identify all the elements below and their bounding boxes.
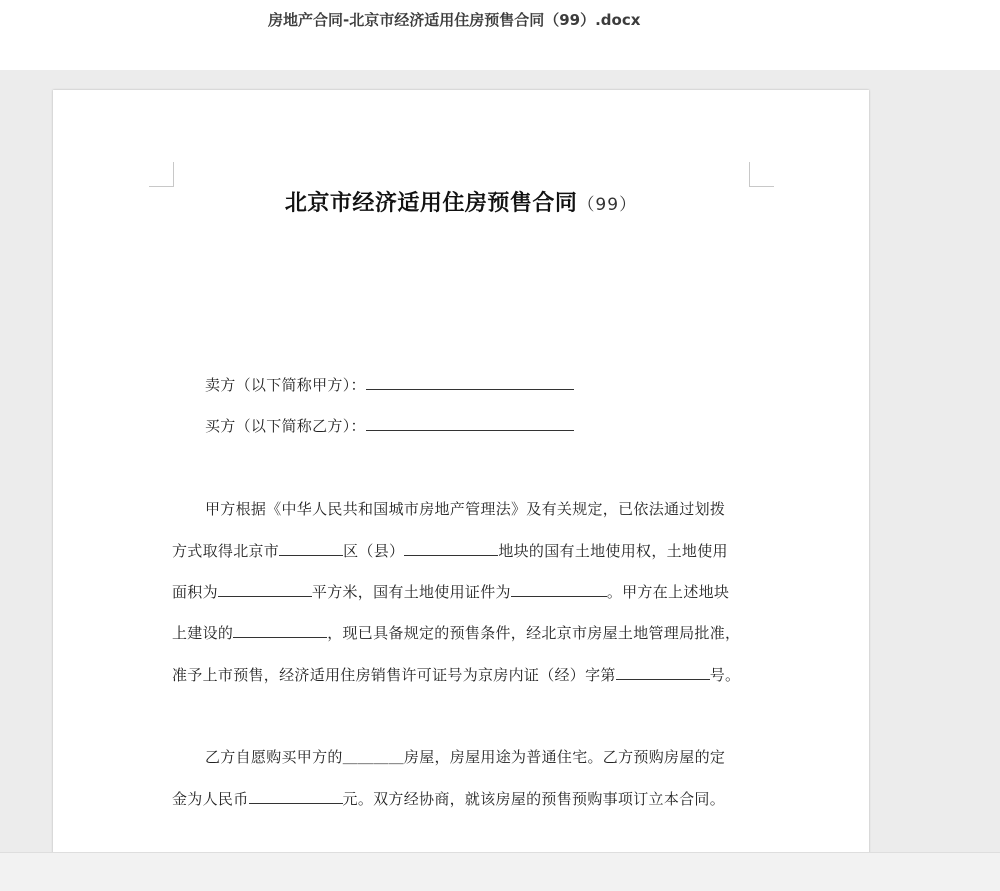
paragraph-text: 乙方自愿购买甲方的 bbox=[205, 748, 343, 766]
paragraph2-line1 bbox=[205, 746, 725, 767]
plot-blank bbox=[404, 540, 498, 556]
buyer-line bbox=[205, 415, 574, 436]
deposit-blank bbox=[249, 788, 343, 804]
paragraph-text: 号。 bbox=[709, 666, 741, 684]
paragraph-text: 房屋，房屋用途为普通住宅。乙方预购房屋的定 bbox=[403, 748, 726, 766]
house-blank: ＿＿＿＿ bbox=[342, 748, 404, 766]
paragraph2-line2 bbox=[172, 788, 725, 809]
document-title bbox=[53, 186, 869, 217]
paragraph-text: 上建设的 bbox=[172, 624, 234, 642]
paragraph-text: 准予上市预售，经济适用住房销售许可证号为京房内证（经）字第 bbox=[172, 666, 616, 684]
top-bar bbox=[0, 0, 1000, 70]
bottom-bar bbox=[0, 852, 1000, 891]
title-text: 北京市经济适用住房预售合同 bbox=[284, 191, 578, 216]
paragraph-text: 平方米，国有土地使用证件为 bbox=[311, 583, 511, 601]
seller-label: 卖方（以下简称甲方）： bbox=[205, 376, 366, 394]
paragraph1-line5 bbox=[172, 664, 740, 685]
seller-line bbox=[205, 374, 574, 395]
building-blank bbox=[233, 622, 327, 638]
paragraph-text: 甲方根据《中华人民共和国城市房地产管理法》及有关规定，已依法通过划拨 bbox=[205, 500, 726, 518]
paragraph-text: 地块的国有土地使用权，土地使用 bbox=[498, 542, 728, 560]
paragraph-text: 。甲方在上述地块 bbox=[606, 583, 730, 601]
margin-corner-top-right bbox=[749, 162, 774, 187]
paragraph-text: ，现已具备规定的预售条件，经北京市房屋土地管理局批准， bbox=[327, 624, 741, 642]
paragraph-text: 元。双方经协商，就该房屋的预售预购事项订立本合同。 bbox=[342, 790, 726, 808]
area-blank bbox=[218, 581, 312, 597]
license-blank bbox=[616, 664, 710, 680]
seller-blank bbox=[366, 374, 574, 390]
buyer-blank bbox=[366, 415, 574, 431]
paragraph-text: 金为人民币 bbox=[172, 790, 249, 808]
paragraph1-line3 bbox=[172, 581, 729, 602]
paragraph-text: 面积为 bbox=[172, 583, 218, 601]
margin-corner-top-left bbox=[149, 162, 174, 187]
paragraph1-line4 bbox=[172, 622, 740, 643]
document-filename: 房地产合同-北京市经济适用住房预售合同（99）.docx bbox=[268, 11, 641, 29]
district-blank bbox=[279, 540, 343, 556]
document-viewer[interactable] bbox=[0, 70, 1000, 852]
paragraph1-line2 bbox=[172, 540, 728, 561]
document-page bbox=[53, 90, 869, 852]
buyer-label: 买方（以下简称乙方）： bbox=[205, 417, 366, 435]
paragraph-text: 区（县） bbox=[343, 542, 405, 560]
certificate-blank bbox=[511, 581, 607, 597]
paragraph1-line1 bbox=[205, 498, 725, 519]
paragraph-text: 方式取得北京市 bbox=[172, 542, 280, 560]
title-number: （99） bbox=[577, 195, 638, 215]
